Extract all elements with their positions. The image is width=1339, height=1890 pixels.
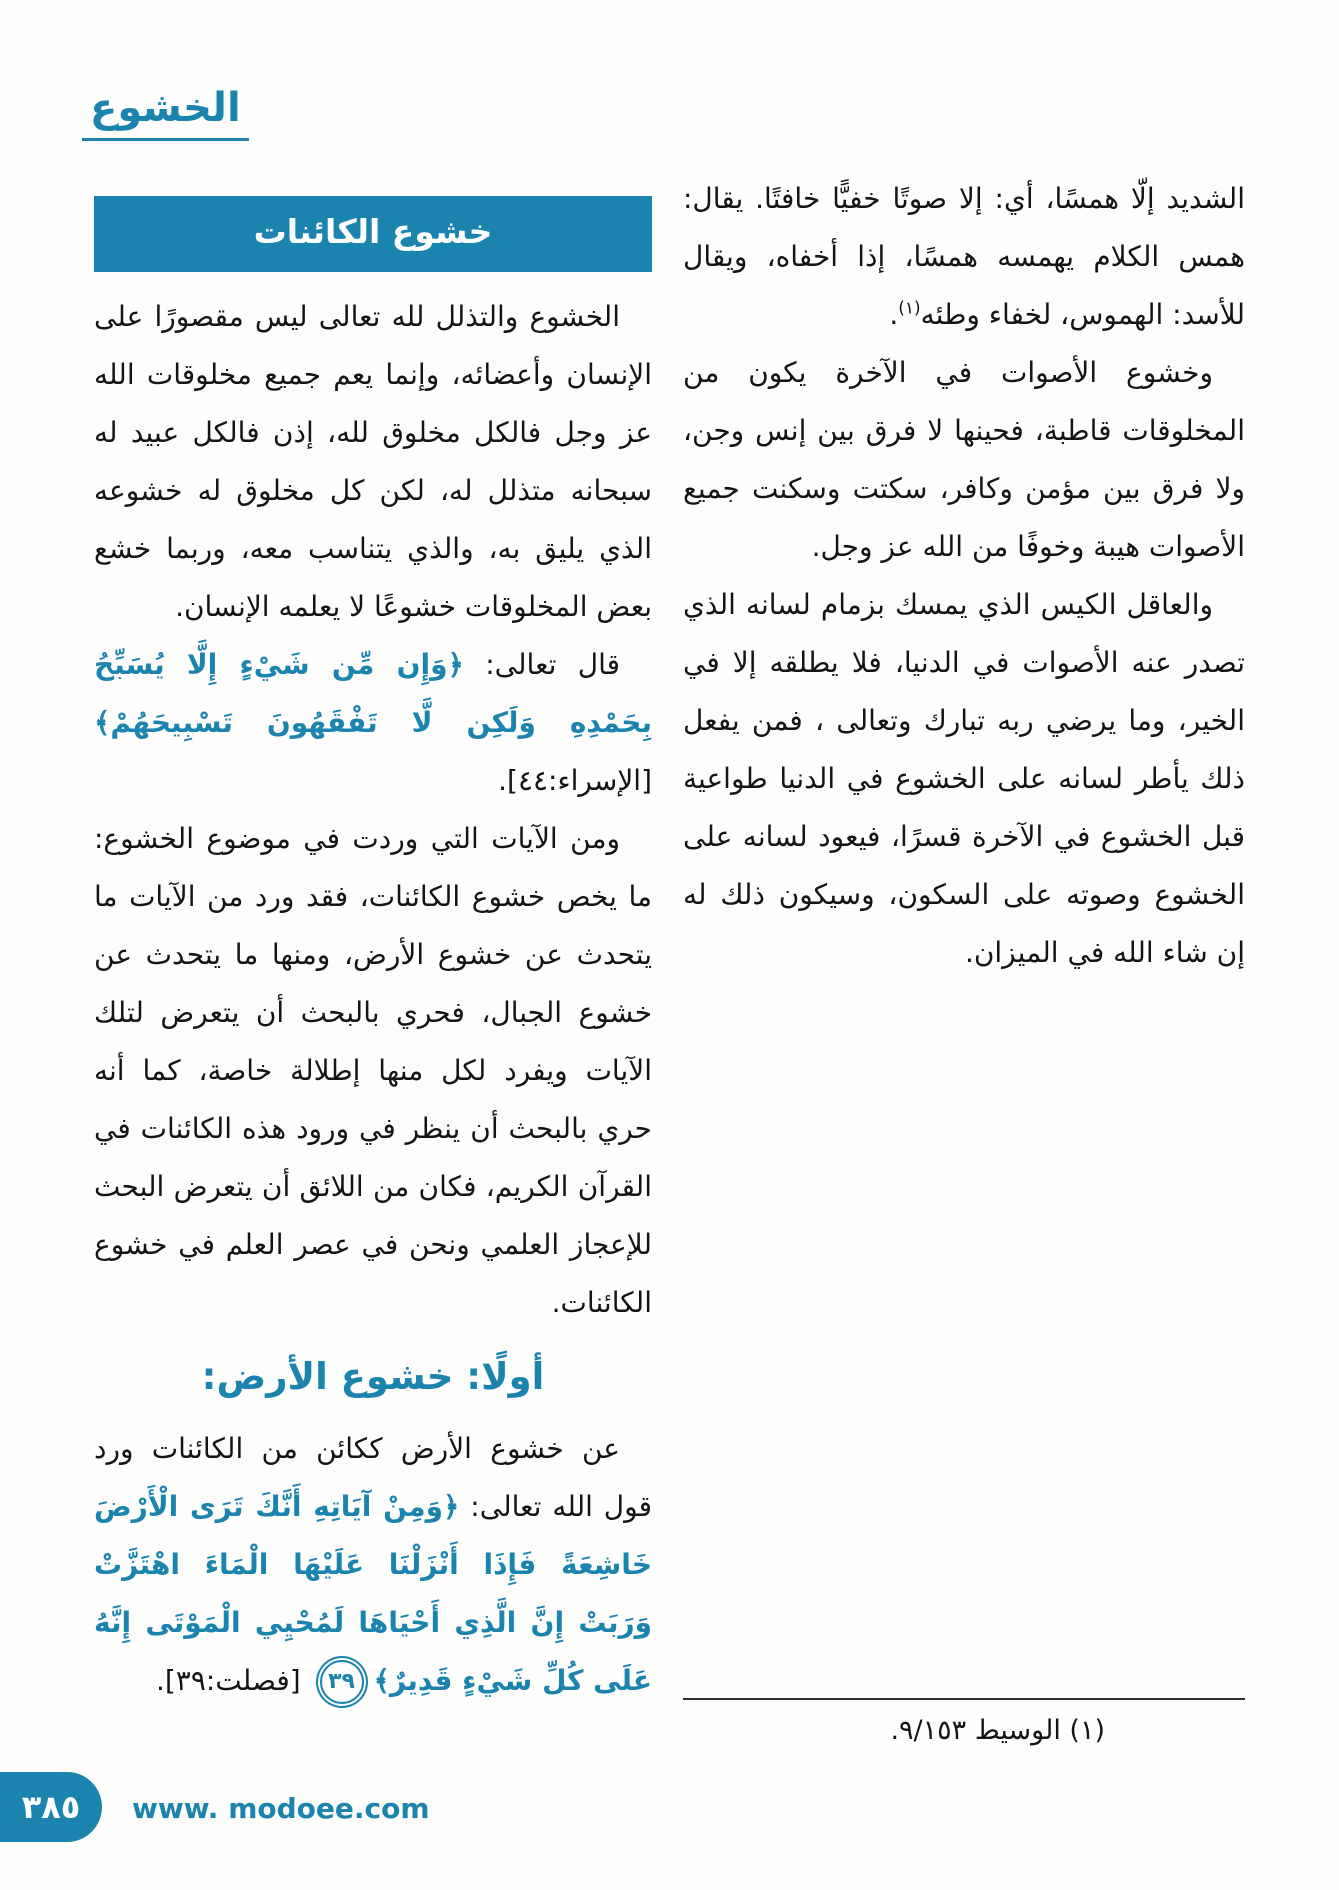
left-text-column [94,196,652,1710]
page-number-badge [0,1772,102,1842]
ayah-number-ornament: ٣٩ [320,1660,364,1704]
publisher-website: www. modoee.com [132,1792,430,1825]
footnote-text: (١) الوسيط ٩/١٥٣. [890,1715,1105,1746]
subsection-heading: أولًا: خشوع الأرض: [201,1355,545,1398]
page-number: ٣٨٥ [21,1788,81,1826]
quran-paragraph [94,1420,652,1710]
section-title-banner [94,196,652,272]
quran-verse: ﴿وَإِن مِّن شَيْءٍ إِلَّا يُسَبِّحُ بِحَمْدِهِ وَلَكِن لَّا تَفْقَهُونَ تَسْبِيحَهُمْ﴾ [94,648,652,739]
quran-reference: [الإسراء:٤٤]. [498,764,652,797]
paragraph: ومن الآيات التي وردت في موضوع الخشوع: ما يخص خشوع الكائنات، فقد ورد من الآيات ما يتحدث عن خشوع الأرض، ومنها ما يتحدث عن خشوع الجبال، فحري بالبحث أن يتعرض لتلك الآيات ويفرد لكل منها إطلالة خاصة، كما أنه حري بالبحث أن ينظر في ورود هذه الكائنات في القرآن الكريم، فكان من اللائق أن يتعرض البحث للإعجاز العلمي ونحن في عصر العلم في خشوع الكائنات. [94,822,652,1319]
quran-reference: [فصلت:٣٩]. [155,1664,310,1697]
paragraph-text: الشديد إلّا همسًا، أي: إلا صوتًا خفيًّا خافتًا. يقال: همس الكلام يهمسه همسًا، إذا أخفاه، ويقال للأسد: الهموس، لخفاء وطئه [683,182,1245,331]
right-text-column [683,170,1245,982]
book-header-logo [82,86,249,141]
paragraph: وخشوع الأصوات في الآخرة يكون من المخلوقات قاطبة، فحينها لا فرق بين إنس وجن، ولا فرق بين مؤمن وكافر، سكتت وسكنت جميع الأصوات هيبة وخوفًا من الله عز وجل. [683,356,1245,563]
paragraph: الخشوع والتذلل لله تعالى ليس مقصورًا على الإنسان وأعضائه، وإنما يعم جميع مخلوقات الله عز وجل فالكل مخلوق لله، إذن فالكل عبيد له سبحانه متذلل له، لكن كل مخلوق له خشوعه الذي يليق به، والذي يتناسب معه، وربما خشع بعض المخلوقات خشوعًا لا يعلمه الإنسان. [94,300,652,623]
book-title-text: الخشوع [90,85,241,131]
paragraph: والعاقل الكيس الذي يمسك بزمام لسانه الذي تصدر عنه الأصوات في الدنيا، فلا يطلقه إلا في الخير، وما يرضي ربه تبارك وتعالى ، فمن يفعل ذلك يأطر لسانه على الخشوع في الدنيا طواعية قبل الخشوع في الآخرة قسرًا، فيعود لسانه على الخشوع وصوته على السكون، وسيكون ذلك له إن شاء الله في الميزان. [683,588,1245,969]
paragraph-text: عن خشوع الأرض ككائن من الكائنات ورد قول الله تعالى: [94,1432,653,1523]
footnote-area [683,1698,1245,1754]
quran-intro: قال تعالى: [463,648,620,681]
section-title: خشوع الكائنات [253,212,493,251]
quran-paragraph [94,636,652,810]
quran-verse: ﴿وَمِنْ آيَاتِهِ أَنَّكَ تَرَى الْأَرْضَ خَاشِعَةً فَإِذَا أَنْزَلْنَا عَلَيْهَا الْمَاءَ اهْتَزَّتْ وَرَبَتْ إِنَّ الَّذِي أَحْيَاهَا لَمُحْيِي الْمَوْتَى إِنَّهُ عَلَى كُلِّ شَيْءٍ قَدِيرٌ﴾ [94,1490,652,1697]
paragraph-continuation [683,170,1245,344]
paragraph-text: . [889,298,899,331]
footnote-marker: (١) [898,298,921,319]
